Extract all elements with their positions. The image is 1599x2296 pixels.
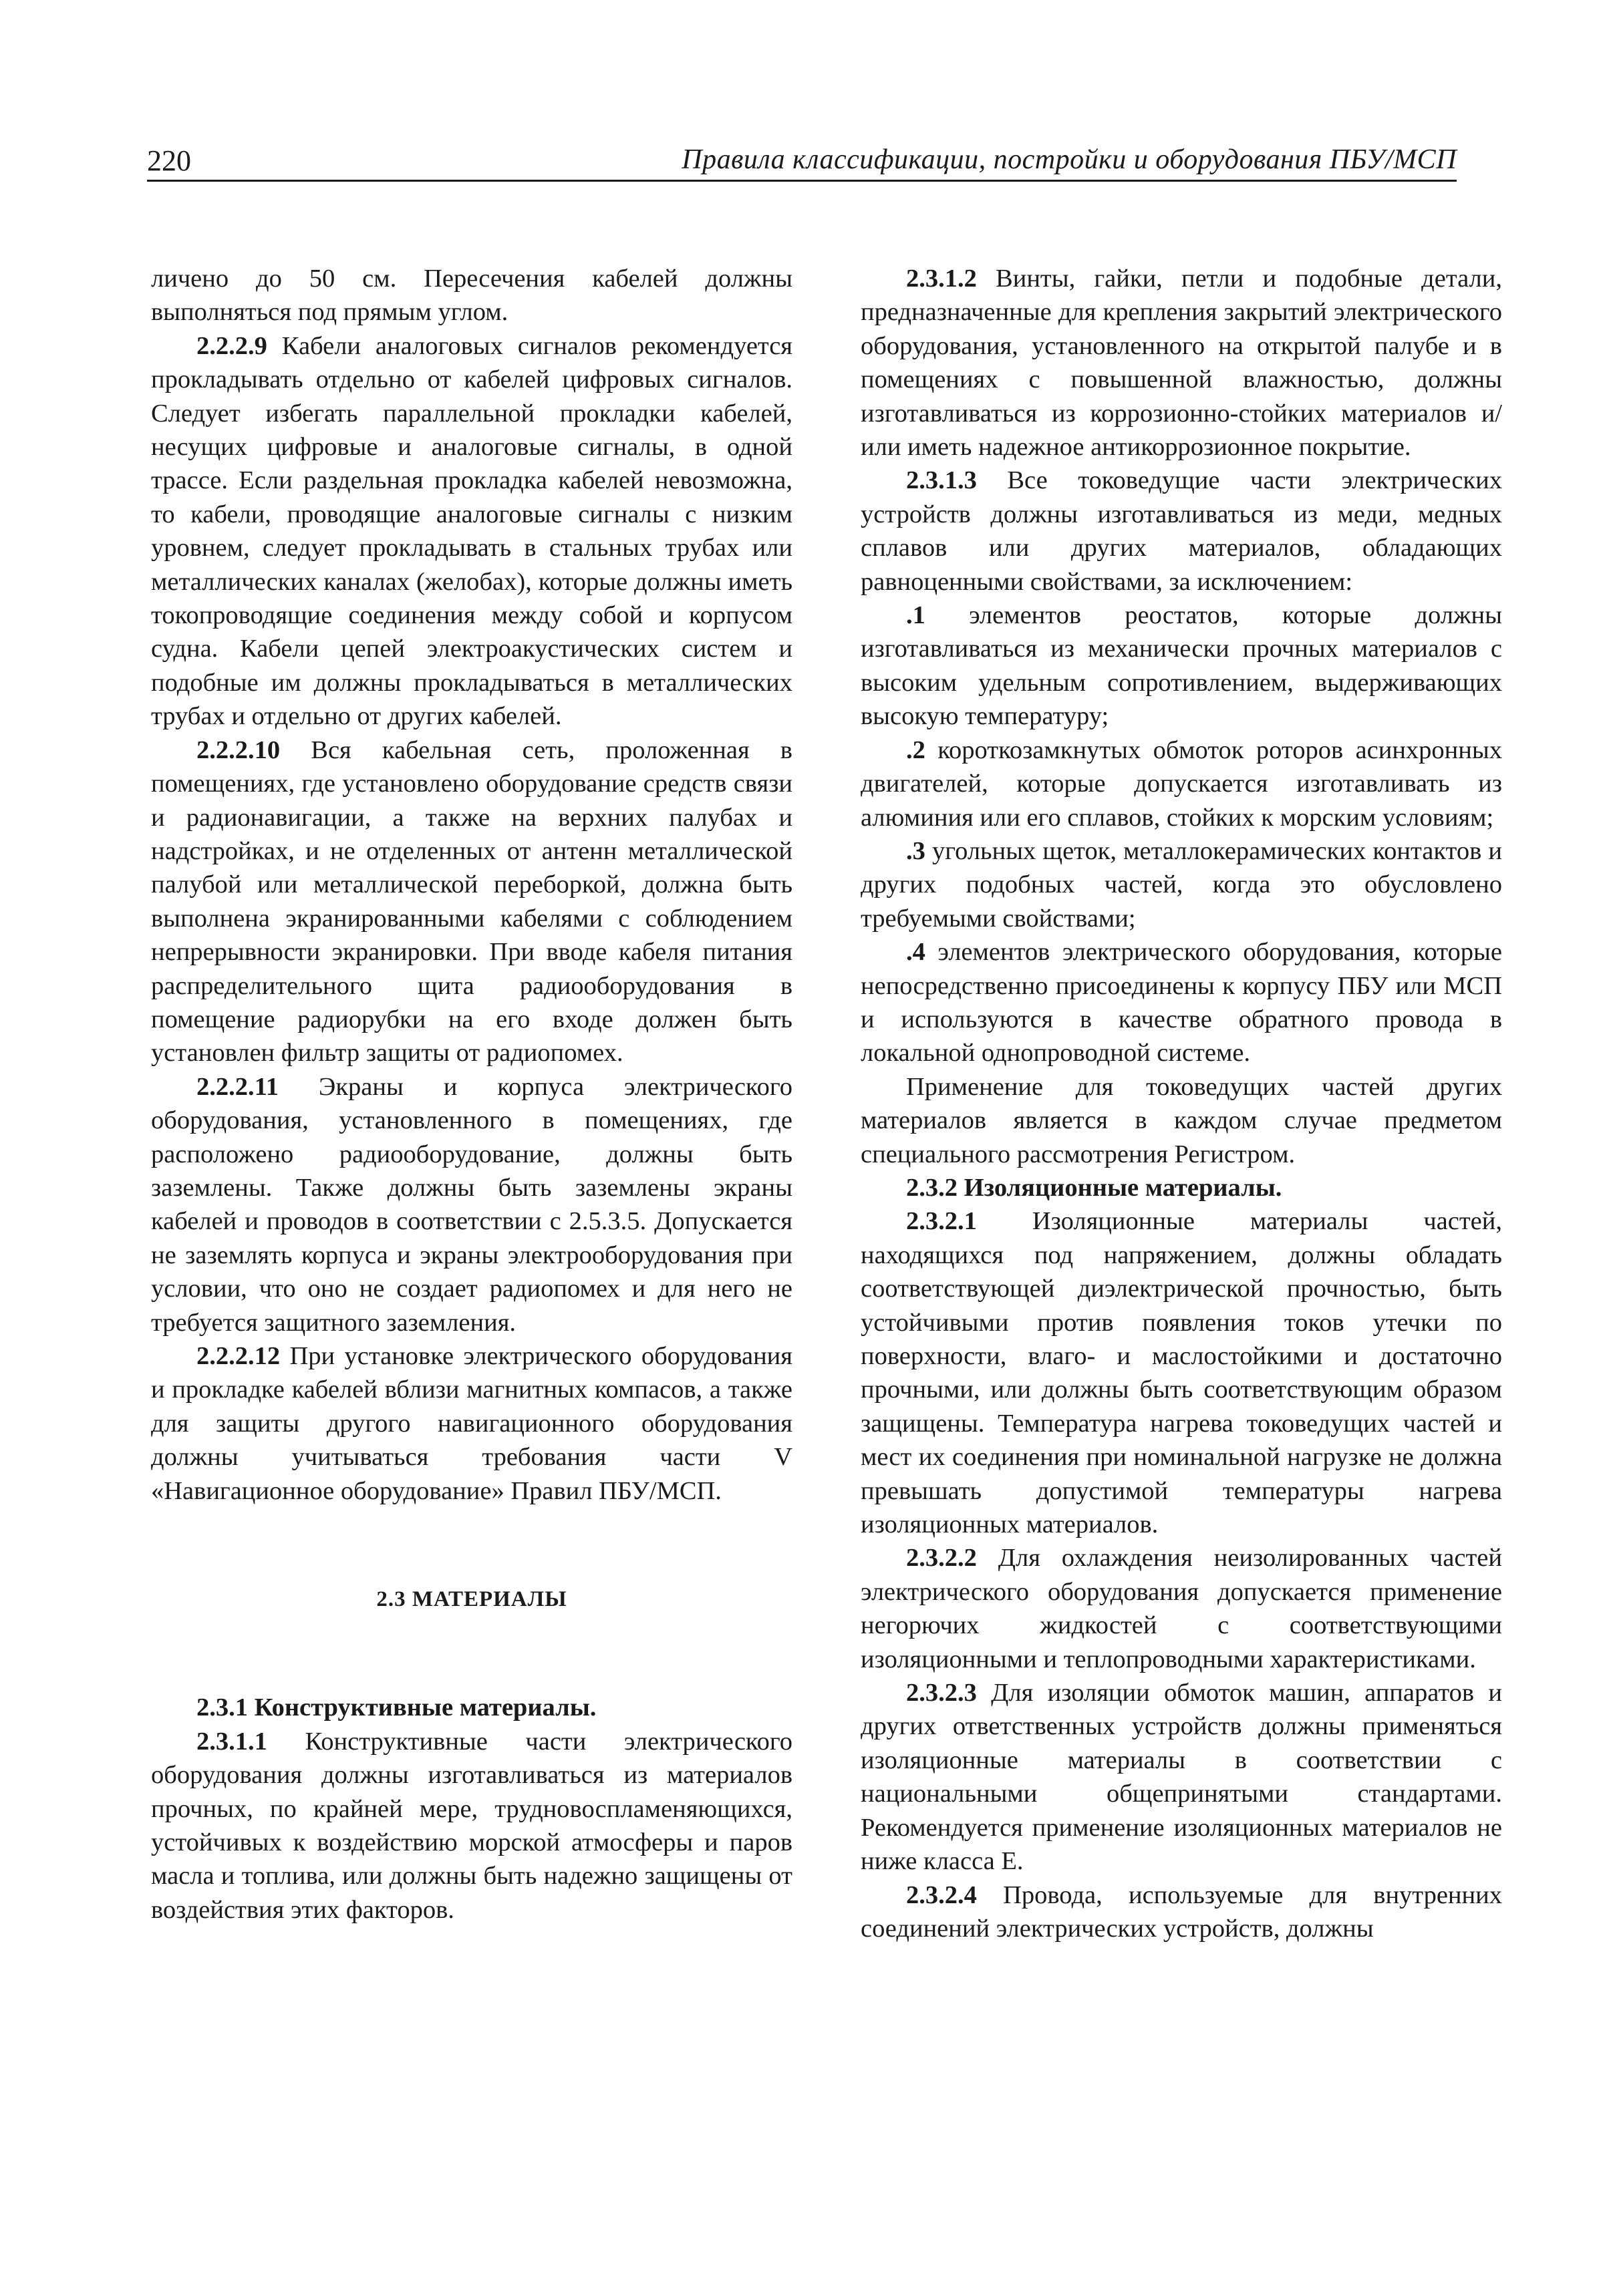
clause-number: 2.2.2.12: [196, 1342, 281, 1370]
paragraph-2-3-2-2: 2.3.2.2 Для охлаждения неизолированных частей электрического оборудования допускается применение негорючих жидкостей с соответствующими изоляционными и теплопроводными характеристиками.: [861, 1544, 1502, 1673]
clause-number: 2.3.2.4: [906, 1880, 977, 1909]
clause-number: 2.3.1.2: [906, 265, 977, 293]
list-item: .2 короткозамкнутых обмоток роторов асинхронных двигателей, которые допускается изготавливать из алюминия или его сплавов, стойких к морским условиям;: [861, 735, 1502, 832]
page-number: 220: [147, 144, 191, 177]
clause-number: 2.3.2.1: [906, 1207, 977, 1236]
list-number: .2: [906, 735, 925, 764]
section-title: 2.3 МАТЕРИАЛЫ: [376, 1587, 567, 1612]
running-title: Правила классификации, постройки и оборудования ПБУ/МСП: [682, 144, 1457, 175]
clause-number: 2.3.2.2: [906, 1544, 977, 1573]
paragraph-2-3-2-3: 2.3.2.3 Для изоляции обмоток машин, аппаратов и других ответственных устройств должны применяться изоляционные материалы в соответствии с национальными общепринятыми стандартами. Рекомендуется применение изоляционных материалов не ниже класса Е.: [861, 1679, 1502, 1876]
list-number: .1: [906, 601, 925, 630]
paragraph-continuation: личено до 50 см. Пересечения кабелей должны выполняться под прямым углом.: [151, 265, 792, 327]
page-header: [147, 137, 1457, 182]
clause-number: 2.2.2.11: [196, 1072, 279, 1101]
paragraph-2-3-1-2: 2.3.1.2 Винты, гайки, петли и подобные детали, предназначенные для крепления закрытий электрического оборудования, установленного на открытой палубе и в помещениях с повышенной влажностью, должны изготавливаться из коррозионно-стойких материалов и/или иметь надежное антикоррозионное покрытие.: [861, 265, 1502, 462]
clause-number: 2.3.2.3: [906, 1679, 977, 1707]
clause-number: 2.3.1.3: [906, 466, 977, 495]
paragraph-2-3-1-1: 2.3.1.1 Конструктивные части электрического оборудования должны изготавливаться из материалов прочных, по крайней мере, трудновоспламеняющихся, устойчивых к воздействию морской атмосферы и паров масла и топлива, или должны быть надежно защищены от воздействия этих факторов.: [151, 1727, 792, 1924]
clause-number: 2.2.2.9: [196, 331, 267, 360]
list-number: .3: [906, 836, 925, 865]
clause-number: 2.3.1.1: [196, 1727, 267, 1756]
clause-number: 2.2.2.10: [196, 735, 281, 764]
right-column: [861, 262, 1502, 1945]
paragraph-2-3-1-3: 2.3.1.3 Все токоведущие части электрических устройств должны изготавливаться из меди, медных сплавов или других материалов, обладающих равноценными свойствами, за исключением:: [861, 466, 1502, 596]
list-item: .1 элементов реостатов, которые должны изготавливаться из механически прочных материалов с высоким удельным сопротивлением, выдерживающих высокую температуру;: [861, 601, 1502, 731]
paragraph-2-2-2-11: 2.2.2.11 Экраны и корпуса электрического оборудования, установленного в помещениях, где расположено радиооборудование, должны быть заземлены. Также должны быть заземлены экраны кабелей и проводов в соответствии с 2.5.3.5. Допускается не заземлять корпуса и экраны электрооборудования при условии, что оно не создает радиопомех и для него не требуется защитного заземления.: [151, 1072, 792, 1337]
paragraph-2-2-2-9: 2.2.2.9 Кабели аналоговых сигналов рекомендуется прокладывать отдельно от кабелей цифровых сигналов. Следует избегать параллельной прокладки кабелей, несущих цифровые и аналоговые сигналы, в одной трассе. Если раздельная прокладка кабелей невозможна, то кабели, проводящие аналоговые сигналы с низким уровнем, следует прокладывать в стальных трубах или металлических каналах (желобах), которые должны иметь токопроводящие соединения между собой и корпусом судна. Кабели цепей электроакустических систем и подобные им должны прокладываться в металлических трубах и отдельно от других кабелей.: [151, 331, 792, 731]
subsection-heading: 2.3.2 Изоляционные материалы.: [906, 1173, 1282, 1202]
left-column: [151, 262, 792, 1927]
subsection-heading: 2.3.1 Конструктивные материалы.: [196, 1693, 597, 1722]
list-item: .4 элементов электрического оборудования, которые непосредственно присоединены к корпусу ПБУ или МСП и используются в качестве обратного провода в локальной однопроводной системе.: [861, 938, 1502, 1068]
paragraph-2-2-2-10: 2.2.2.10 Вся кабельная сеть, проложенная в помещениях, где установлено оборудование средств связи и радионавигации, а также на верхних палубах и надстройках, и не отделенных от антенн металлической палубой или металлической переборкой, должна быть выполнена экранированными кабелями с соблюдением непрерывности экранировки. При вводе кабеля питания распределительного щита радиооборудования в помещение радиорубки на его входе должен быть установлен фильтр защиты от радиопомех.: [151, 735, 792, 1068]
paragraph-application: Применение для токоведущих частей других материалов является в каждом случае предметом специального рассмотрения Регистром.: [861, 1072, 1502, 1168]
paragraph-2-3-2-1: 2.3.2.1 Изоляционные материалы частей, находящихся под напряжением, должны обладать соответствующей диэлектрической прочностью, быть устойчивыми против появления токов утечки по поверхности, влаго- и маслостойкими и достаточно прочными, или должны быть соответствующим образом защищены. Температура нагрева токоведущих частей и мест их соединения при номинальной нагрузке не должна превышать допустимой температуры нагрева изоляционных материалов.: [861, 1207, 1502, 1539]
paragraph-2-3-2-4: 2.3.2.4 Провода, используемые для внутренних соединений электрических устройств, должны: [861, 1880, 1502, 1943]
paragraph-2-2-2-12: 2.2.2.12 При установке электрического оборудования и прокладке кабелей вблизи магнитных компасов, а также для защиты другого навигационного оборудования должны учитываться требования части V «Навигационное оборудование» Правил ПБУ/МСП.: [151, 1342, 792, 1505]
list-item: .3 угольных щеток, металлокерамических контактов и других подобных частей, когда это обусловлено требуемыми свойствами;: [861, 836, 1502, 933]
list-number: .4: [906, 938, 925, 967]
